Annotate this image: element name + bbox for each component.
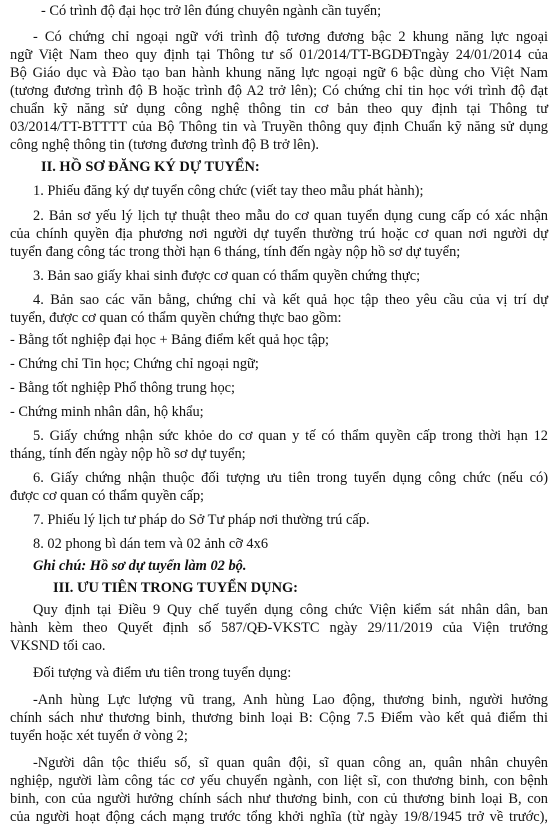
dossier-note: Ghi chú: Hồ sơ dự tuyển làm 02 bộ.	[33, 558, 247, 574]
dossier-item: được cơ quan có thẩm quyền cấp;	[10, 488, 205, 504]
dossier-item: tuyển, được cơ quan có thẩm quyền chứng thực bao gồm:	[10, 310, 342, 326]
priority-paragraph: Đối tượng và điểm ưu tiên trong tuyển dụng:	[33, 665, 292, 681]
requirement-it-line: 03/2014/TT-BTTTT của Bộ Thông tin và Truyền thông quy định Chuẩn kỹ năng sử dụng	[10, 119, 548, 135]
priority-group-2: nghiệp, người làm công tác cơ yếu chuyển ngành, con liệt sĩ, con thương binh, con bệnh	[10, 773, 548, 789]
requirement-it-line: công nghệ thông tin (tương đương trình độ B trở lên).	[10, 137, 320, 153]
section3-heading: III. ƯU TIÊN TRONG TUYỂN DỤNG:	[53, 580, 298, 596]
priority-paragraph: hành kèm theo Quyết định số 587/QĐ-VKSTC ngày 29/11/2019 của Viện trưởng	[10, 620, 548, 636]
priority-group-2: -Người dân tộc thiểu số, sĩ quan quân đội, sĩ quan công an, quân nhân chuyên	[33, 755, 548, 771]
dossier-item: 1. Phiếu đăng ký dự tuyển công chức (viết tay theo mẫu phát hành);	[33, 183, 424, 199]
dossier-subitem: - Chứng chỉ Tin học; Chứng chỉ ngoại ngữ;	[10, 356, 259, 372]
dossier-item: của chính quyền địa phương nơi người dự tuyển thường trú hoặc cơ quan nơi người dự	[10, 226, 548, 242]
priority-group-1: chính sách như thương binh, thương binh loại B: Cộng 7.5 Điểm vào kết quả điểm thi	[10, 710, 548, 726]
priority-paragraph: VKSND tối cao.	[10, 638, 106, 654]
dossier-subitem: - Bằng tốt nghiệp đại học + Bảng điểm kết quả học tập;	[10, 332, 330, 348]
section2-heading: II. HỒ SƠ ĐĂNG KÝ DỰ TUYỂN:	[41, 159, 260, 175]
priority-paragraph: Quy định tại Điều 9 Quy chế tuyển dụng công chức Viện kiểm sát nhân dân, ban	[33, 602, 548, 618]
priority-group-1: -Anh hùng Lực lượng vũ trang, Anh hùng Lao động, thương binh, người hưởng	[33, 692, 548, 708]
dossier-subitem: - Chứng minh nhân dân, hộ khẩu;	[10, 404, 204, 420]
priority-group-2: của người hoạt động cách mạng trước tổng khởi nghĩa (từ ngày 19/8/1945 trở về trước),	[10, 809, 548, 825]
dossier-item: tuyển đang công tác trong thời hạn 6 tháng, tính đến ngày nộp hồ sơ dự tuyển;	[10, 244, 461, 260]
dossier-item: 2. Bản sơ yếu lý lịch tự thuật theo mẫu do cơ quan tuyển dụng cung cấp có xác nhận	[33, 208, 548, 224]
requirement-it-line: chuẩn kỹ năng sử dụng công nghệ thông tin cơ bản theo quy định tại Thông tư	[10, 101, 548, 117]
dossier-item: 7. Phiếu lý lịch tư pháp do Sở Tư pháp nơi thường trú cấp.	[33, 512, 370, 528]
requirement-language-line: ngữ Việt Nam theo quy định tại Thông tư số 01/2014/TT-BGDĐTngày 24/01/2014 của	[10, 47, 548, 63]
priority-group-1: tuyển hoặc xét tuyển ở vòng 2;	[10, 728, 188, 744]
priority-group-2: binh, con của người hưởng chính sách như thương binh, con củ thương binh loại B, con	[10, 791, 548, 807]
dossier-item: 6. Giấy chứng nhận thuộc đối tượng ưu tiên trong tuyển dụng công chức (nếu có)	[33, 470, 548, 486]
dossier-item: 3. Bản sao giấy khai sinh được cơ quan có thẩm quyền chứng thực;	[33, 268, 421, 284]
dossier-subitem: - Bằng tốt nghiệp Phổ thông trung học;	[10, 380, 236, 396]
dossier-item: 5. Giấy chứng nhận sức khỏe do cơ quan y tế có thẩm quyền cấp trong thời hạn 12	[33, 428, 548, 444]
requirement-language-line: - Có chứng chỉ ngoại ngữ với trình độ tương đương bậc 2 khung năng lực ngoại	[33, 29, 548, 45]
requirement-language-line: (tương đương trình độ B hoặc trình độ A2 trở lên); Có chứng chỉ tin học với trình độ đạt	[10, 83, 548, 99]
dossier-item: 4. Bản sao các văn bằng, chứng chỉ và kết quả học tập theo yêu cầu của vị trí dự	[33, 292, 548, 308]
requirement-degree: - Có trình độ đại học trở lên đúng chuyên ngành cần tuyển;	[41, 3, 382, 19]
dossier-item: tháng, tính đến ngày nộp hồ sơ dự tuyển;	[10, 446, 246, 462]
requirement-language-line: Bộ Giáo dục và Đào tạo ban hành khung năng lực ngoại ngữ 6 bậc dùng cho Việt Nam	[10, 65, 548, 81]
dossier-item: 8. 02 phong bì dán tem và 02 ảnh cỡ 4x6	[33, 536, 269, 552]
